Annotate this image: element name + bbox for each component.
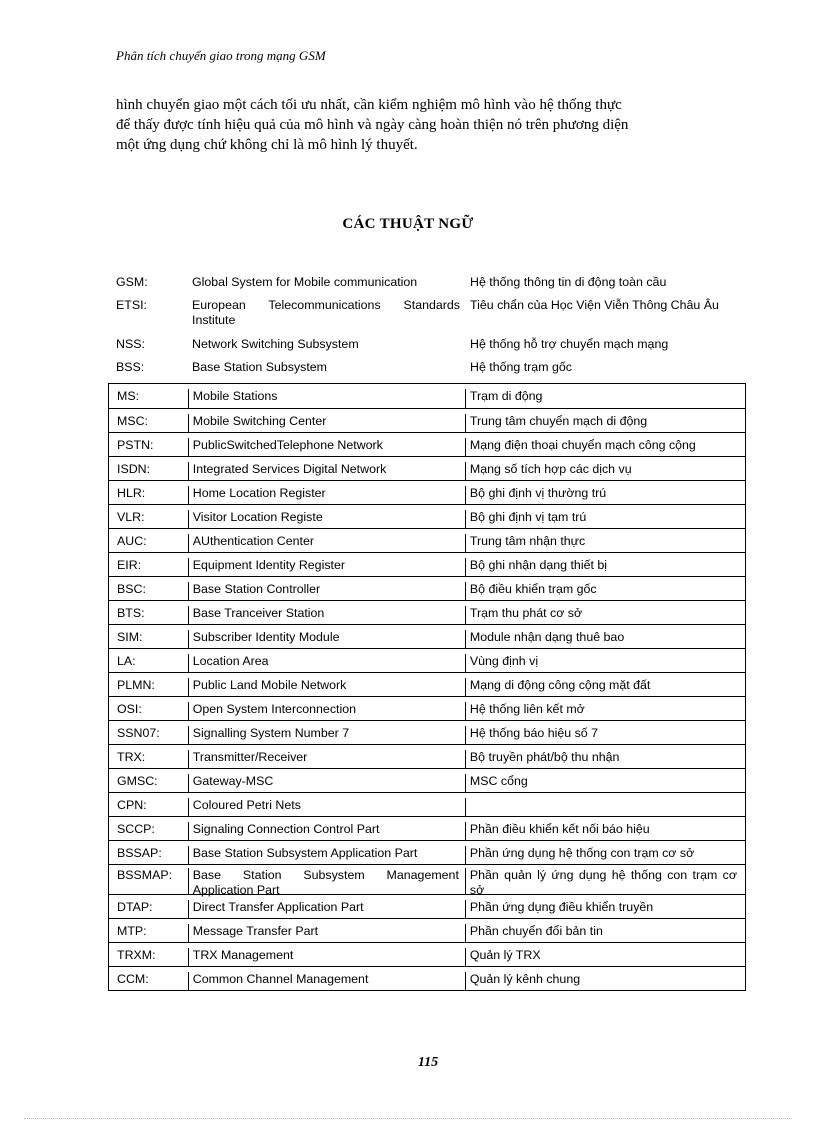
term-abbreviation: BSC: xyxy=(109,582,189,600)
term-abbreviation: SIM: xyxy=(109,630,189,648)
term-vietnamese: Hệ thống báo hiệu số 7 xyxy=(469,726,599,740)
term-english: Network Switching Subsystem xyxy=(192,337,359,351)
intro-line: hình chuyển giao một cách tối ưu nhất, cần kiểm nghiệm mô hình vào hệ thống thực xyxy=(116,97,622,113)
term-vietnamese: Phần ứng dụng điều khiển truyền xyxy=(469,900,654,914)
term-abbreviation: NSS: xyxy=(116,337,145,351)
term-english: Integrated Services Digital Network xyxy=(189,462,466,480)
term-english: Home Location Register xyxy=(189,486,466,504)
term-vietnamese: Hệ thống liên kết mở xyxy=(469,702,585,716)
term-english: AUthentication Center xyxy=(189,534,466,552)
term-abbreviation: CPN: xyxy=(109,798,189,816)
glossary-row xyxy=(108,333,746,356)
term-abbreviation: TRXM: xyxy=(109,948,189,966)
term-english: Message Transfer Part xyxy=(189,924,466,942)
glossary-row xyxy=(109,864,745,897)
term-vietnamese: Hệ thống hỗ trợ chuyển mạch mạng xyxy=(470,337,669,351)
glossary-row xyxy=(109,942,745,966)
term-abbreviation: GMSC: xyxy=(109,774,189,792)
glossary-row xyxy=(109,384,745,408)
term-english: Location Area xyxy=(189,654,466,672)
term-english: Base Station Subsystem xyxy=(192,360,327,374)
glossary-row xyxy=(109,918,745,942)
term-english: Equipment Identity Register xyxy=(189,558,466,576)
term-vietnamese: Hệ thống trạm gốc xyxy=(470,360,572,374)
glossary-row xyxy=(109,744,745,768)
term-abbreviation: DTAP: xyxy=(109,900,189,918)
term-abbreviation: BSSAP: xyxy=(109,846,189,864)
term-vietnamese: Quản lý TRX xyxy=(469,948,541,962)
glossary-row xyxy=(109,456,745,480)
term-vietnamese: Tiêu chẩn của Học Viện Viễn Thông Châu Âu xyxy=(470,298,719,312)
glossary-table xyxy=(108,271,746,991)
term-english: Direct Transfer Application Part xyxy=(189,900,466,918)
page-number: 115 xyxy=(417,1055,439,1070)
term-abbreviation: BSSMAP: xyxy=(109,868,189,894)
term-vietnamese: Bộ ghi định vị tạm trú xyxy=(469,510,587,524)
term-english: Transmitter/Receiver xyxy=(189,750,466,768)
glossary-row xyxy=(109,768,745,792)
glossary-row xyxy=(109,528,745,552)
term-vietnamese: Phần ứng dụng hệ thống con trạm cơ sở xyxy=(469,846,695,860)
term-vietnamese: Vùng định vị xyxy=(469,654,539,668)
term-vietnamese: Trung tâm nhận thực xyxy=(469,534,586,548)
glossary-row xyxy=(109,624,745,648)
term-vietnamese: Mạng di động công cộng mặt đất xyxy=(469,678,651,692)
term-vietnamese: Trạm di động xyxy=(469,389,543,403)
intro-line: một ứng dụng chứ không chỉ là mô hình lý thuyết. xyxy=(116,137,418,153)
term-vietnamese: Trung tâm chuyển mạch di động xyxy=(469,414,648,428)
glossary-row xyxy=(109,816,745,840)
running-header: Phân tích chuyển giao trong mạng GSM xyxy=(116,48,326,63)
glossary-row xyxy=(109,720,745,744)
term-vietnamese: Quản lý kênh chung xyxy=(469,972,581,986)
term-abbreviation: BTS: xyxy=(109,606,189,624)
term-abbreviation: VLR: xyxy=(109,510,189,528)
term-english: Open System Interconnection xyxy=(189,702,466,720)
glossary-row xyxy=(109,552,745,576)
term-english: Global System for Mobile communication xyxy=(192,275,418,289)
glossary-row xyxy=(109,408,745,432)
term-abbreviation: MS: xyxy=(109,389,189,408)
term-english: Base Station Subsystem Management Application Part xyxy=(189,868,466,894)
term-vietnamese: Bộ điều khiển trạm gốc xyxy=(469,582,597,596)
term-vietnamese: MSC cổng xyxy=(469,774,528,788)
term-abbreviation: MSC: xyxy=(109,414,189,432)
term-english: Common Channel Management xyxy=(189,972,466,990)
term-abbreviation: CCM: xyxy=(109,972,189,990)
term-abbreviation: ETSI: xyxy=(116,298,147,312)
term-english: Mobile Switching Center xyxy=(189,414,466,432)
term-vietnamese: Module nhận dạng thuê bao xyxy=(469,630,625,644)
glossary-row xyxy=(109,600,745,624)
term-english: Base Tranceiver Station xyxy=(189,606,466,624)
glossary-row xyxy=(109,840,745,864)
section-title: CÁC THUẬT NGỮ xyxy=(342,216,474,232)
term-english: PublicSwitchedTelephone Network xyxy=(189,438,466,456)
term-abbreviation: TRX: xyxy=(109,750,189,768)
term-vietnamese: Bộ ghi nhận dạng thiết bị xyxy=(469,558,607,572)
term-abbreviation: EIR: xyxy=(109,558,189,576)
term-english: Visitor Location Registe xyxy=(189,510,466,528)
glossary-row xyxy=(109,792,745,816)
term-abbreviation: ISDN: xyxy=(109,462,189,480)
term-abbreviation: SSN07: xyxy=(109,726,189,744)
glossary-row xyxy=(109,966,745,990)
term-abbreviation: OSI: xyxy=(109,702,189,720)
term-english: Mobile Stations xyxy=(189,389,466,408)
term-english: Public Land Mobile Network xyxy=(189,678,466,696)
intro-paragraph xyxy=(116,95,738,155)
term-abbreviation: HLR: xyxy=(109,486,189,504)
term-abbreviation: MTP: xyxy=(109,924,189,942)
glossary-boxed-table xyxy=(108,383,746,991)
term-english: Coloured Petri Nets xyxy=(189,798,466,816)
term-vietnamese: Mạng điện thoại chuyển mạch công cộng xyxy=(469,438,696,452)
glossary-row xyxy=(109,432,745,456)
term-english: European Telecommunications Standards Institute xyxy=(192,298,460,327)
term-vietnamese: Phần chuyển đổi bản tin xyxy=(469,924,603,938)
glossary-row xyxy=(109,696,745,720)
term-vietnamese: Phần điều khiển kết nối báo hiệu xyxy=(469,822,650,836)
glossary-row xyxy=(108,271,746,294)
term-vietnamese: Hệ thống thông tin di động toàn cầu xyxy=(470,275,667,289)
term-english: Signalling System Number 7 xyxy=(189,726,466,744)
term-abbreviation: AUC: xyxy=(109,534,189,552)
glossary-open-rows xyxy=(108,271,746,379)
page-bottom-border xyxy=(24,1118,792,1119)
term-abbreviation: GSM: xyxy=(116,275,148,289)
term-english: TRX Management xyxy=(189,948,466,966)
term-english: Gateway-MSC xyxy=(189,774,466,792)
intro-line: để thấy được tính hiệu quả của mô hình và ngày càng hoàn thiện nó trên phương diện xyxy=(116,117,629,133)
term-abbreviation: LA: xyxy=(109,654,189,672)
term-abbreviation: PLMN: xyxy=(109,678,189,696)
term-vietnamese: Bộ truyền phát/bộ thu nhận xyxy=(469,750,620,764)
glossary-row xyxy=(108,294,746,333)
glossary-row xyxy=(108,356,746,379)
term-vietnamese: Trạm thu phát cơ sở xyxy=(469,606,583,620)
glossary-row xyxy=(109,480,745,504)
term-english: Base Station Controller xyxy=(189,582,466,600)
glossary-row xyxy=(109,504,745,528)
term-english: Subscriber Identity Module xyxy=(189,630,466,648)
term-abbreviation: PSTN: xyxy=(109,438,189,456)
glossary-row xyxy=(109,576,745,600)
term-abbreviation: SCCP: xyxy=(109,822,189,840)
term-english: Base Station Subsystem Application Part xyxy=(189,846,466,864)
term-vietnamese: Phần quản lý ứng dụng hệ thống con trạm cơ sở xyxy=(469,868,737,897)
term-vietnamese: Bộ ghi định vị thường trú xyxy=(469,486,607,500)
term-english: Signaling Connection Control Part xyxy=(189,822,466,840)
glossary-row xyxy=(109,648,745,672)
term-abbreviation: BSS: xyxy=(116,360,145,374)
term-vietnamese: Mạng số tích hợp các dịch vụ xyxy=(469,462,632,476)
glossary-row xyxy=(109,672,745,696)
